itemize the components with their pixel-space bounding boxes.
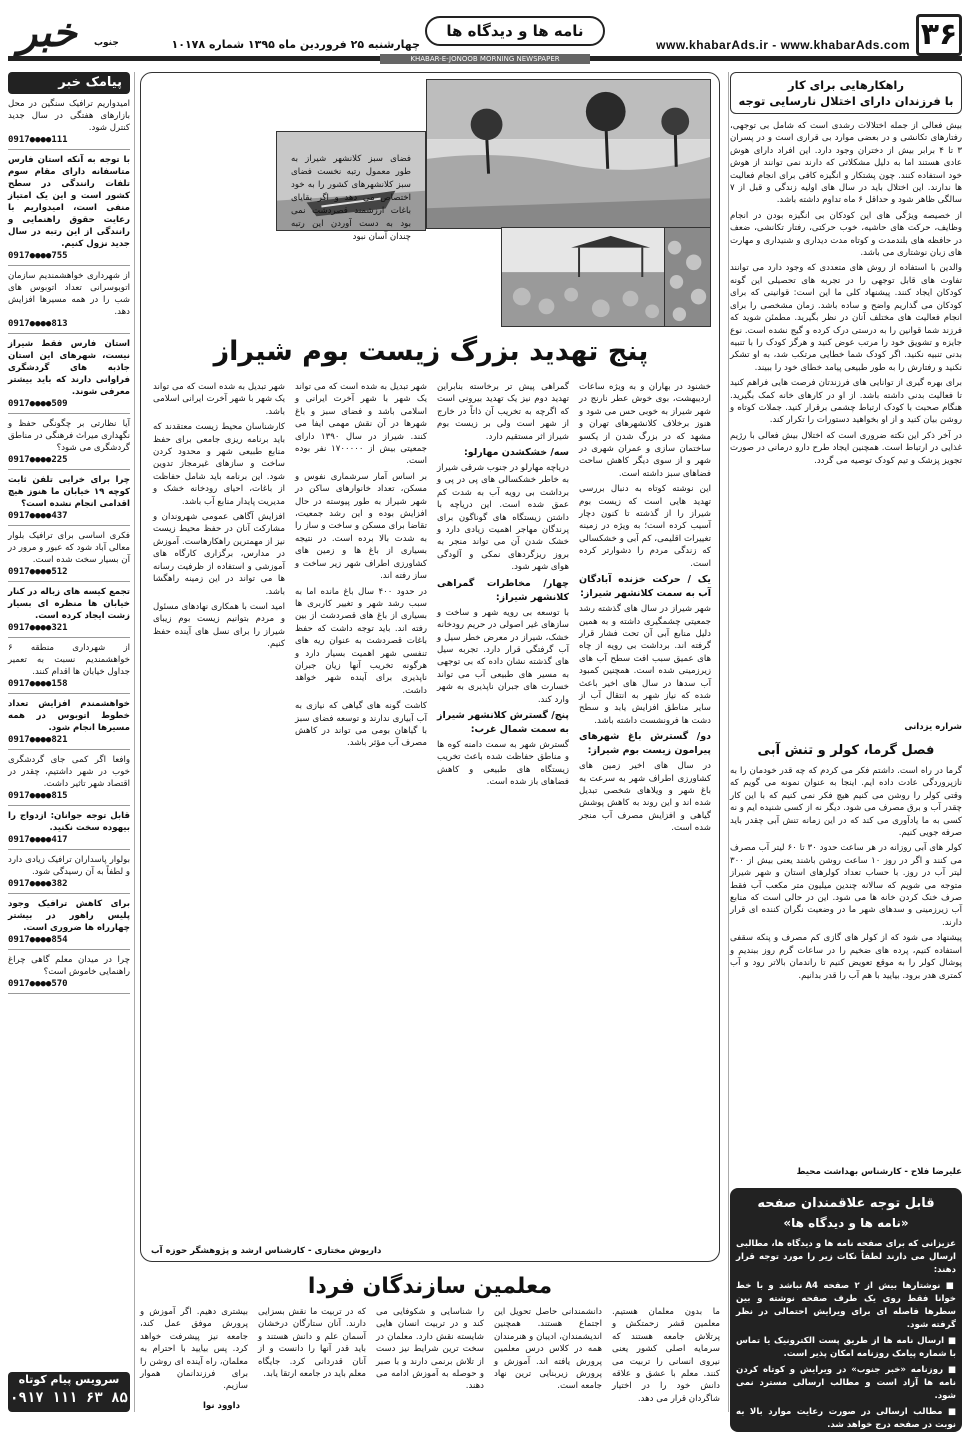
- article-1-body: [730, 120, 962, 718]
- submission-notice: [730, 1188, 962, 1432]
- newspaper-logo: [8, 8, 118, 58]
- paragraph: والدین با استفاده از روش های متعددی که وجود دارد می توانند تفاوت های قابل توجهی را در تجربه های تحصیلی این گونه کودکان ایجاد کنند. پیشنهاد کلی ما این است: قوانینی که برای کودکان می گذاریم واضح و ساده باشد. زمان مشخصی را برای انجام فعالیت های مختلف آنان در نظر بگیرید. مطمئن شوید که فرزند شما قوانین را به درستی درک کرده و گیج نشده است. نوع جایزه و تشویق خود را مرتب عوض کنید و هرگز کودک را با تنبیه بدنی تنبیه نکنید. اگر کودک شما خطایی مرتکب شد، به او تشکر نکنید و رفتارش را به طور طبیعی پیامد خطای خود را ببیند.: [730, 263, 962, 373]
- paragraph: از خصیصه ویژگی های این کودکان بی انگیزه بودن در انجام وظایف، حرکت های حاشیه، خوب حرکتی، رفتار تکانشی، ضعف در حافظه های بلندمدت و کوتاه مدت دیداری و شنیداری و مهارت های زبان نوشتاری می باشد.: [730, 210, 962, 259]
- sms-message: از شهرداری خواهشمندیم سازمان اتوبوسرانی تعداد اتوبوس های شب را در همه مسیرها افزایش دهد.: [8, 271, 130, 317]
- article-1-title-line1: راهکارهایی برای کار: [788, 78, 904, 92]
- paragraph: شهر تبدیل به شده است که می تواند یک شهر با شهر آخرت ایرانی اسلامی باشد.: [153, 382, 285, 417]
- bottom-column-4: که در تربیت ما نقش بسزایی دارند. آنان ستارگان درخشان آسمان علم و دانش هستند و باید قدر آنها را دانست و از آنان قدردانی کرد. جایگاه معلم باید در جامعه ارتقا یابد.: [258, 1307, 366, 1380]
- paragraph: در آخر ذکر این نکته ضروری است که اختلال بیش فعالی با رژیم غذایی در ارتباط است. همچنین ایجاد طرح دارو درمانی در صورت تجویز پزشک و تیم کودک توصیه می گردد.: [730, 430, 962, 466]
- sms-sender-phone: 0917●●●●854: [8, 934, 130, 950]
- paragraph: شهر شیراز در سال های گذشته رشد جمعیتی چشمگیری داشته و به همین دلیل منابع آبی آن تحت فشار قرار گرفته اند. برداشت بی رویه از چاه های عمیق سبب افت سطح آب های زیرزمینی شده است. همچنین کمبود آب سدها در سال های اخیر باعث شده که نیاز شهر به انتقال آب از سایر مناطق افزایش یابد و سطح دشت ها فرونشست داشته باشد.: [579, 604, 711, 726]
- sms-sender-phone: 0917●●●●382: [8, 878, 130, 894]
- article-2-title: فصل گرما، کولر و تنش آبی: [757, 743, 935, 758]
- paragraph: با توسعه بی رویه شهر و ساخت و سازهای غیر اصولی در حریم رودخانه خشک، شیراز در معرض خطر سیل و آب گرفتگی قرار دارد. تجربه سیل های گذشته نشان داده که بی توجهی به مسیر های طبیعی آب می تواند خسارت های جبران ناپذیری به شهر وارد کند.: [437, 607, 569, 705]
- paragraph: شهر تبدیل به شده است که می تواند یک شهر با شهر آخرت ایرانی و اسلامی باشد و فضای سبز و باغ شهرها در آن نقش مهمی ایفا می کنند. شیراز در سال ۱۳۹۰ دارای جمعیتی بیش از ۱۷۰۰۰۰۰ نفر بوده است.: [295, 382, 427, 467]
- sms-column: [8, 72, 130, 1412]
- paragraph: کاشت گونه های گیاهی که نیازی به آب آبیاری ندارند و توسعه فضای سبز با گیاهان بومی می تواند در کاهش مصرف آب مؤثر باشد.: [295, 701, 427, 749]
- subheading: سه/ خشکشدن مهارلو:: [463, 447, 569, 459]
- main-article: [140, 72, 720, 1262]
- paragraph: ■ مطالب ارسالی در صورت رعایت موارد بالا به نوبت در صفحه درج خواهد شد.: [736, 1407, 956, 1430]
- sms-sender-phone: 0917●●●●821: [8, 734, 130, 750]
- sms-message: قابل توجه جوانان: ازدواج را بیهوده سخت نکنید.: [8, 811, 130, 833]
- sms-message: وافعا اگر کمی جای گردشگری خوب در شهر داشتیم، چقدر در اقتصاد شهر تاثیر داشت.: [8, 755, 130, 789]
- paragraph: ■ نوشتارها بیش از ۲ صفحه A4 نباشد و با خط خوانا فقط روی یک طرف صفحه نوشته و بین سطرها فاصله ای برای ویرایش احتمالی در نظر گرفته شود.: [736, 1281, 956, 1330]
- paragraph: ■ ارسال نامه ها از طریق پست الکترونیک یا تماس با شماره پیامک روزنامه امکان پذیر است.: [736, 1336, 956, 1359]
- main-headline: پنج تهدید بزرگ زیست بوم شیراز: [213, 336, 649, 367]
- sms-list: [8, 98, 130, 994]
- sms-service-title: سرویس پیام کوتاه: [18, 1373, 120, 1386]
- main-article-byline: داریوش مختاری - کارشناس ارشد و پژوهشگر حوزه آب: [151, 1246, 382, 1256]
- bottom-column-1: ما بدون معلمان هستیم. معلمین قشر زحمتکش و پرتلاش جامعه هستند که سرمایه اصلی کشور یعنی نیروی انسانی را تربیت می کنند. معلم با عشق و علاقه دانش خود را در اختیار شاگردان قرار می دهد.: [612, 1307, 720, 1404]
- main-column-3: [295, 381, 427, 1249]
- subheading: یک / حرکت خزنده آبادگان آب به سمت کلانشهر شیراز:: [579, 574, 711, 600]
- notice-body: [736, 1238, 956, 1430]
- paragraph: کولر های آبی روزانه در هر ساعت حدود ۳۰ تا ۶۰ لیتر آب مصرف می کنند و اگر در روز ۱۰ ساعت روشن باشند یعنی بیش از ۳۰۰ لیتر آب در روز. با حساب تعداد کولرهای استان و شهر شیراز متوجه می شویم که سالانه چندین میلیون متر مکعب آب فقط صرف خنک کردن خانه ها می شود. این در حالی است که منابع آب زیرزمینی و سدهای شهر ما در وضعیت نگران کننده ای قرار دارند.: [730, 843, 963, 928]
- paragraph: افزایش آگاهی عمومی شهروندان و مشارکت آنان در حفظ محیط زیست نیز از مهمترین راهکارهاست. آموزش در مدارس، برگزاری کارگاه های آموزشی و استفاده از ظرفیت رسانه ها می تواند در این زمینه راهگشا باشد.: [153, 512, 285, 597]
- sms-sender-phone: 0917●●●●813: [8, 318, 130, 334]
- paragraph: در سال های اخیر زمین های کشاورزی اطراف شهر به سرعت به باغ شهر و ویلاهای شخصی تبدیل شده اند و این روند به کاهش پوشش گیاهی و افزایش مصرف آب منجر شده است.: [579, 761, 711, 834]
- logo-sub: جنوب: [94, 38, 119, 48]
- bottom-column-2: دانشمندانی حاصل تحویل این اجتماع هستند. همچنین اندیشمندان، ادیبان و هنرمندان همه در کلاس درس معلمین پرورش یافته اند. آموزش و پرورش زیربنایی ترین نهاد جامعه است.: [494, 1307, 602, 1392]
- column-divider: [134, 72, 135, 1412]
- sms-message: تجمع کیسه های زباله در کنار خیابان ها منظره ای بسیار زشت ایجاد کرده است.: [8, 587, 130, 621]
- sms-sender-phone: 0917●●●●321: [8, 622, 130, 638]
- sms-message: برای کاهش ترافیک وجود پلیس راهور در بیشتر چهارراه ها ضروری است.: [8, 899, 130, 933]
- masthead: [0, 0, 970, 68]
- sms-message: خواهشمندم افزایش تعداد خطوط اتوبوس در همه مسیرها انجام شود.: [8, 699, 130, 733]
- paragraph: بیش فعالی از جمله اختلالات رشدی است که شامل بی توجهی، رفتارهای تکانشی و در بعضی موارد بی قراری است و در پسران ۳ تا ۴ برابر بیش از دختران وجود دارد. این افراد دارای هوش عادی هستند اما به دلیل مشکلاتی که دارند نمی توانند از هوش خود استفاده کنند. چون پشتکار و انگیزه کافی برای انجام فعالیت ها ندارند. این اختلال باید در سال های اولیه زندگی و قبل از ۷ سالگی ظاهر شود و حداقل ۶ ماه تداوم داشته باشد.: [730, 121, 962, 206]
- logo-word: خبر: [18, 9, 77, 56]
- paragraph: ■ روزنامه «خبر جنوب» در ویرایش و کوتاه کردن نامه ها آزاد است و مطالب ارسالی مسترد نمی شود.: [736, 1365, 956, 1401]
- photo-pavilion: [501, 227, 666, 327]
- site-url[interactable]: www.khabarAds.ir - www.khabarAds.com: [656, 38, 910, 52]
- main-column-1: [579, 381, 711, 1249]
- sms-sender-phone: 0917●●●●509: [8, 398, 130, 414]
- article-2-body: [730, 765, 962, 1163]
- sms-sender-phone: 0917●●●●417: [8, 834, 130, 850]
- notice-title: قابل توجه علاقمندان صفحه: [757, 1196, 935, 1211]
- sms-service-box: [8, 1372, 130, 1412]
- sms-column-title: پیامک خبر: [8, 72, 130, 94]
- paragraph: خشنود در بهاران و به ویژه ساعات اردیبهشت، بوی خوش عطر نارنج در شهر شیراز به خوبی حس می شود و هنوز برخلاف کلانشهرهای تهران و مشهد که در بزرگ شدن از یکسو ساختمان سازی و عمران شهری در شهر و از سوی دیگر کاهش ساحت فضاهای سبز داشته است.: [579, 382, 711, 479]
- paragraph: پیشنهاد می شود که از کولر های گازی کم مصرف و پنکه سقفی استفاده کنیم، پرده های ضخیم را در ساعات گرم روز ببندیم و پوشال کولر را به موقع تعویض کنیم تا راندمان بالاتر رود و آب کمتری هدر برود. بیایید با هم آب را قدر بدانیم.: [730, 933, 962, 981]
- paragraph: برای بهره گیری از توانایی های فرزندتان فرصت هایی فراهم کنید تا فعالیت بدنی داشته باشد. از او در کارهای خانه کمک بگیرید. هنگام صحبت با کودک ارتباط چشمی برقرار کنید. جملات کوتاه و روشن بیان کنید و از او بخواهید دستورات را تکرار کند.: [730, 378, 962, 426]
- photo-rock-wall: [664, 227, 711, 327]
- article-1-title: [730, 72, 962, 114]
- paragraph: در حدود ۴۰۰ سال باغ مانده اما به سبب رشد شهر و تغییر کاربری ها بسیاری از باغ های قصردشت از بین رفته اند. باید توجه داشت که حفظ باغات قصردشت به عنوان ریه های تنفسی شهر اهمیت بسیار دارد و هرگونه تخریب آنها زیان جبران ناپذیری برای آینده شهر خواهد داشت.: [295, 586, 427, 696]
- paragraph: گمراهی پیش تر برخاسته بنابراین تهدید دوم نیز یک تهدید بیرونی است که اگرچه به تخریب آن ذاتاً در خارج از شهر است ولی بر زیست بوم شیراز اثر مستقیم دارد.: [437, 382, 569, 442]
- article-1-title-line2: با فرزندان دارای اختلال نارسایی توجه: [738, 94, 954, 108]
- sms-message: بولوار پاسداران ترافیک زیادی دارد و لطفاً به آن رسیدگی شود.: [8, 855, 130, 877]
- sms-sender-phone: 0917●●●●111: [8, 134, 130, 150]
- bottom-column-3: را شناسایی و شکوفایی می کند و در تربیت انسان هایی شایسته نقش دارد. معلمان در سخت ترین شرایط نیز دست از تلاش برنمی دارند و با صبر و حوصله به آموزش ادامه می دهند.: [376, 1307, 484, 1392]
- sms-service-number[interactable]: ۰۹۱۷ ۱۱۱ ۶۳ ۸۵: [9, 1390, 128, 1406]
- sms-message: با توجه به آنکه استان فارس متاسفانه دارای مقام سوم تلفات رانندگی در سطح کشور است و این یک امتیاز منفی است، امیدواریم با رعایت حقوق راهنمایی و رانندگی از این رتبه در سال جدید نزول کنیم.: [8, 155, 130, 249]
- paper-strap: KHABAR-E-JONOOB MORNING NEWSPAPER: [380, 54, 590, 64]
- page-number: ۳۶: [916, 14, 962, 56]
- sms-sender-phone: 0917●●●●225: [8, 454, 130, 470]
- paragraph: بر اساس آمار سرشماری نفوس و مسکن، تعداد خانوارهای ساکن در شهر شیراز به طور پیوسته در حال افزایش بوده و این رشد جمعیت، تقاضا برای مسکن و ساخت و ساز را به شدت بالا برده است. در نتیجه بسیاری از باغ ها و زمین های کشاورزی اطراف شهر زیر ساخت و ساز رفته اند.: [295, 471, 427, 582]
- sms-message: از شهرداری منطقه ۶ خواهشمندیم نسبت به تعمیر جداول خیابان ها اقدام کنند.: [8, 643, 130, 677]
- subheading: دو/ گسترش باغ شهرهای پیرامون زیست بوم شیراز:: [579, 731, 711, 757]
- main-column-2: [437, 381, 569, 1249]
- main-article-columns: [151, 381, 711, 1249]
- article-2-byline: علیرضا فلاح - کارشناس بهداشت محیط: [796, 1167, 962, 1177]
- sms-sender-phone: 0917●●●●755: [8, 250, 130, 266]
- bottom-article-columns: [140, 1306, 720, 1414]
- sms-message: چرا در میدان معلم گاهی چراغ راهنمایی خاموش است؟: [8, 955, 130, 977]
- paragraph: این نوشته کوتاه به دنبال بررسی تهدید هایی است که زیست بوم شیراز را از گذشته تا کنون دچار آسیب کرده است؛ به ویژه در زمینه تغییرات اقلیمی، کم آبی و خشکسالی که زندگی مردم را دشوارتر کرده است.: [579, 484, 711, 569]
- paragraph: گسترش شهر به سمت دامنه کوه ها و مناطق حفاظت شده باعث تخریب زیستگاه های طبیعی و کاهش فضاهای باز شده است.: [437, 739, 569, 788]
- paragraph: کارشناسان محیط زیست معتقدند که باید برنامه ریزی جامعی برای حفظ منابع طبیعی شهر و محدود کردن ساخت و سازهای غیرمجاز تدوین شود. این برنامه باید شامل حفاظت از باغات، احیای رودخانه خشک و مدیریت پایدار منابع آب باشد.: [153, 422, 285, 507]
- main-column-4: [153, 381, 285, 1249]
- sms-sender-phone: 0917●●●●437: [8, 510, 130, 526]
- sms-message: فکری اساسی برای ترافیک بلوار معالی آباد شود که عبور و مرور در آن بسیار سخت شده است.: [8, 531, 130, 565]
- bottom-headline: معلمین سازندگان فردا: [307, 1274, 553, 1299]
- sms-message: چرا برای خرابی تلفن ثابت کوچه ۱۹ خیابان ما هنوز هیچ اقدامی انجام نشده است؟: [8, 475, 130, 509]
- photo-desert-trees: [426, 79, 711, 229]
- bottom-article-byline: داوود نوا: [202, 1401, 240, 1411]
- sms-sender-phone: 0917●●●●570: [8, 978, 130, 994]
- right-column: [730, 72, 963, 1430]
- subheading: چهار/ مخاطرات گمراهی کلانشهر شیراز:: [437, 577, 569, 603]
- sms-message: امیدواریم ترافیک سنگین در محل بازارهای هفتگی در سال جدید کنترل شود.: [8, 99, 130, 133]
- sms-sender-phone: 0917●●●●158: [8, 678, 130, 694]
- sms-message: آیا نظارتی بر چگونگی حفظ و نگهداری میراث فرهنگی در مناطق گردشگری می شود؟: [8, 419, 130, 453]
- paragraph: عزیزانی که برای صفحه نامه ها و دیدگاه ها، مطالبی ارسال می دارند لطفاً نکات زیر را مورد توجه قرار دهند:: [736, 1239, 956, 1275]
- paragraph: گرما در راه است. داشتم فکر می کردم که چه قدر خودمان را به نازپروردگی عادت داده ایم. اینجا به عنوان نمونه می گویم که وقتی کولر را روشن می کنیم هیچ فکر نمی کنیم که با این کار چقدر آب و برق مصرف می شود. دیگر نه از کسی شنیده ایم و نه کسی به ما یادآوری می کند که در این زمانه تنش آبی چقدر باید صرفه جویی کنیم.: [730, 766, 962, 839]
- sms-message: استان فارس فقط شیراز نیست، شهرهای این استان جاذبه های گردشگری فراوانی دارند که باید بیشتر معرفی شوند.: [8, 339, 130, 397]
- paragraph: امید است با همکاری نهادهای مسئول و مردم بتوانیم زیست بوم زیبای شیراز را برای نسل های آینده حفظ کنیم.: [153, 601, 285, 650]
- article-1-byline: شراره یزدانی: [904, 722, 962, 732]
- notice-subtitle: «نامه ها و دیدگاه ها»: [783, 1216, 909, 1230]
- subheading: پنج/ گسترش کلانشهر شیراز به سمت شمال غرب:: [437, 709, 569, 735]
- paragraph: دریاچه مهارلو در جنوب شرقی شیراز به خاطر خشکسالی های پی در پی و برداشت بی رویه آب به شدت کم عمق شده است. این دریاچه با داشتن زیستگاه های گوناگون برای پرندگان مهاجر اهمیت زیادی دارد و خشک شدن آن می تواند منجر به بروز ریزگردهای نمکی و آلودگی هوای شهر شود.: [437, 463, 569, 573]
- photo-caption: فضای سبز کلانشهر شیراز به طور معمول رتبه نخست فضای سبز کلانشهرهای کشور را به خود اختصاص می دهد و اگر بقایای باغات ارزشمند قصردشت نمی بود به دست آوردن این رتبه چندان آسان نبود: [291, 154, 411, 242]
- column-divider: [728, 72, 729, 1412]
- bottom-column-5: بیشتری دهیم. اگر آموزش و پرورش موفق عمل کند، جامعه نیز پیشرفت خواهد کرد. پس بیایید با احترام به معلمان، راه آینده ای روشن را برای فرزندانمان هموار سازیم.: [140, 1307, 248, 1392]
- sms-sender-phone: 0917●●●●815: [8, 790, 130, 806]
- dateline: چهارشنبه ۲۵ فروردین ماه ۱۳۹۵ شماره ۱۰۱۷۸: [171, 38, 420, 51]
- sms-sender-phone: 0917●●●●512: [8, 566, 130, 582]
- section-title: نامه ها و دیدگاه ها: [425, 16, 605, 46]
